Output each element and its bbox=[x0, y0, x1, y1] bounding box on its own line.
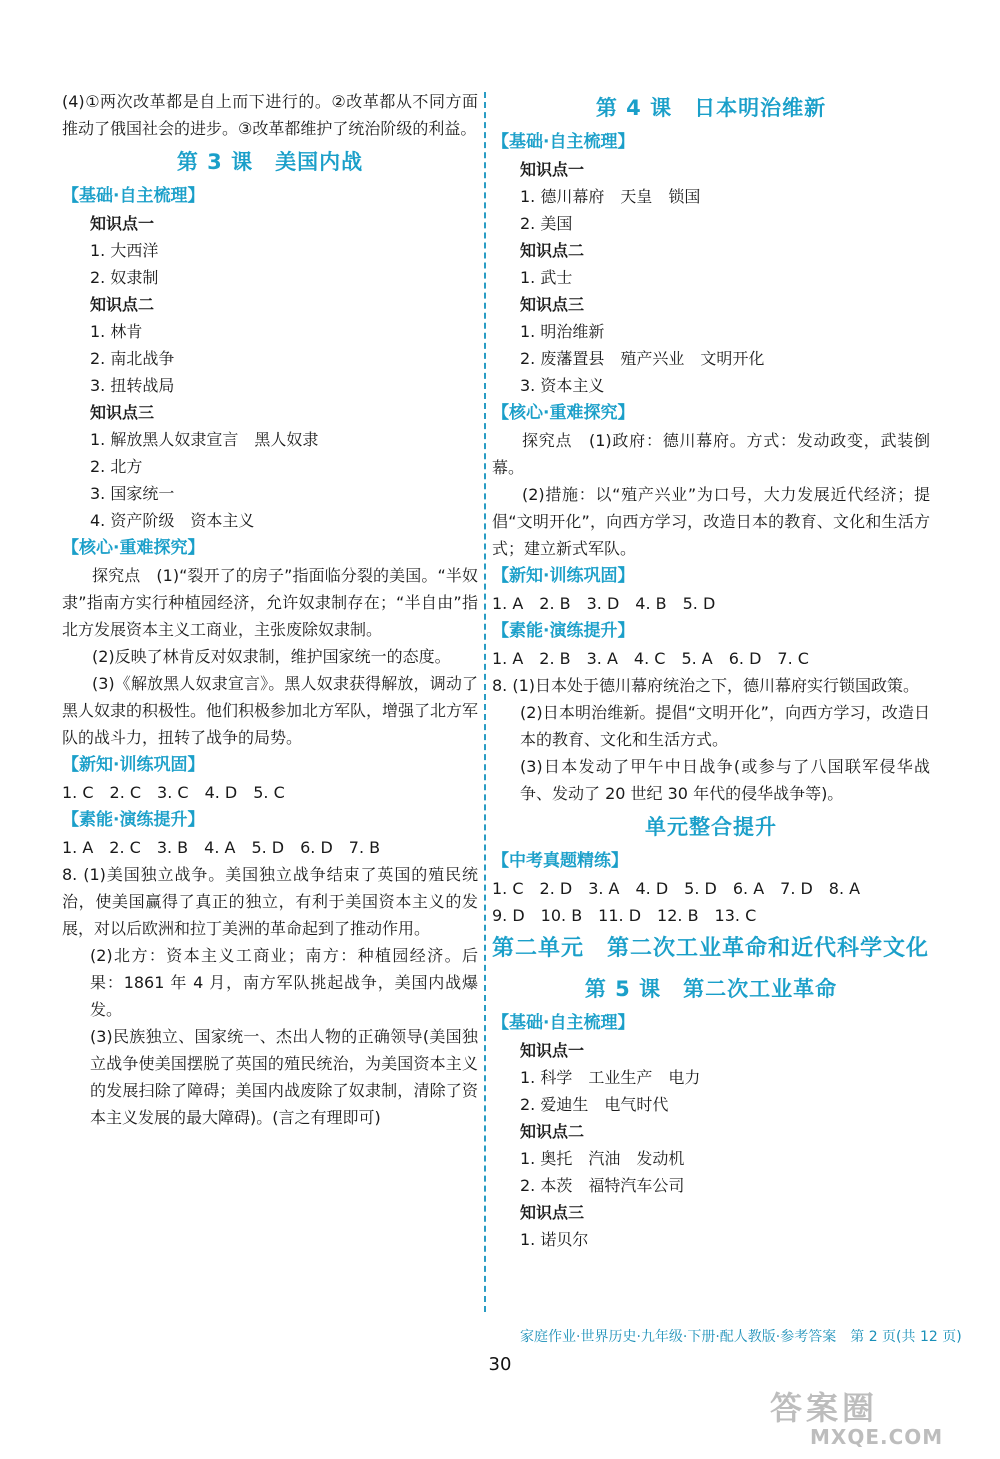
lesson-title: 第 3 课 美国内战 bbox=[176, 150, 364, 174]
answer-item: 3. 资本主义 bbox=[520, 376, 605, 395]
answer-item: 2. 美国 bbox=[520, 214, 573, 233]
lesson-title: 第 5 课 第二次工业革命 bbox=[584, 977, 838, 1001]
answer-key-row: 1. C 2. D 3. A 4. D 5. D 6. A 7. D 8. A bbox=[492, 879, 861, 898]
column-divider bbox=[484, 92, 486, 1312]
section-header: 【素能·演练提升】 bbox=[62, 810, 205, 830]
answer-key-row: 1. A 2. C 3. B 4. A 5. D 6. D 7. B bbox=[62, 838, 381, 857]
answer-paragraph: (3)民族独立、国家统一、杰出人物的正确领导(美国独立战争使美国摆脱了英国的殖民统治，为美国资本主义的发展扫除了障碍；美国内战废除了奴隶制，清除了资本主义发展的最大障碍)。(言之有理即可) bbox=[90, 1027, 478, 1127]
knowledge-point-heading: 知识点三 bbox=[520, 1203, 585, 1222]
unit-title: 第二单元 第二次工业革命和近代科学文化 bbox=[492, 936, 930, 961]
knowledge-point-heading: 知识点三 bbox=[520, 295, 585, 314]
answer-item: 1. 诺贝尔 bbox=[520, 1230, 589, 1249]
answer-item: 3. 扭转战局 bbox=[90, 376, 175, 395]
knowledge-point-heading: 知识点一 bbox=[520, 160, 585, 179]
section-header: 【基础·自主梳理】 bbox=[62, 186, 205, 206]
answer-paragraph: (2)反映了林肯反对奴隶制，维护国家统一的态度。 bbox=[92, 647, 451, 666]
answer-paragraph: (3)日本发动了甲午中日战争(或参与了八国联军侵华战争、发动了 20 世纪 30 年代的侵华战争等)。 bbox=[520, 757, 930, 803]
answer-key-row: 1. A 2. B 3. A 4. C 5. A 6. D 7. C bbox=[492, 649, 809, 668]
knowledge-point-heading: 知识点一 bbox=[90, 214, 155, 233]
answer-item: 1. 林肯 bbox=[90, 322, 143, 341]
section-header: 【新知·训练巩固】 bbox=[62, 755, 205, 775]
knowledge-point-heading: 知识点三 bbox=[90, 403, 155, 422]
answer-paragraph: (2)北方：资本主义工商业；南方：种植园经济。后果：1861 年 4 月，南方军队挑起战争，美国内战爆发。 bbox=[90, 946, 478, 1019]
watermark-main-text: 答案圈 bbox=[770, 1389, 879, 1427]
page-footer: 家庭作业·世界历史·九年级·下册·配人教版·参考答案 第 2 页(共 12 页) bbox=[520, 1329, 962, 1345]
answer-paragraph: 探究点 (1)政府：德川幕府。方式：发动政变，武装倒幕。 bbox=[492, 431, 930, 477]
lesson-title: 单元整合提升 bbox=[645, 815, 777, 839]
answer-item: 2. 本茨 福特汽车公司 bbox=[520, 1176, 685, 1195]
section-header: 【核心·重难探究】 bbox=[492, 403, 635, 423]
lesson-title: 第 4 课 日本明治维新 bbox=[595, 96, 827, 120]
section-header: 【素能·演练提升】 bbox=[492, 621, 635, 641]
answer-key-row: 9. D 10. B 11. D 12. B 13. C bbox=[492, 906, 757, 925]
left-column bbox=[62, 88, 478, 1131]
answer-item: 4. 资产阶级 资本主义 bbox=[90, 511, 255, 530]
knowledge-point-heading: 知识点二 bbox=[520, 241, 585, 260]
answer-item: 2. 奴隶制 bbox=[90, 268, 159, 287]
answer-paragraph: 探究点 (1)“裂开了的房子”指面临分裂的美国。“半奴隶”指南方实行种植园经济，允许奴隶制存在；“半自由”指北方发展资本主义工商业，主张废除奴隶制。 bbox=[62, 566, 478, 639]
answer-item: 1. 科学 工业生产 电力 bbox=[520, 1068, 701, 1087]
section-header: 【中考真题精练】 bbox=[492, 851, 628, 871]
answer-paragraph: 8. (1)日本处于德川幕府统治之下，德川幕府实行锁国政策。 bbox=[492, 676, 920, 695]
knowledge-point-heading: 知识点二 bbox=[520, 1122, 585, 1141]
knowledge-point-heading: 知识点二 bbox=[90, 295, 155, 314]
answer-paragraph: (3)《解放黑人奴隶宣言》。黑人奴隶获得解放，调动了黑人奴隶的积极性。他们积极参加北方军队，增强了北方军队的战斗力，扭转了战争的局势。 bbox=[62, 674, 479, 747]
watermark-logo bbox=[770, 1390, 970, 1450]
right-column bbox=[492, 88, 930, 1253]
answer-item: 2. 北方 bbox=[90, 457, 143, 476]
answer-item: 1. 德川幕府 天皇 锁国 bbox=[520, 187, 701, 206]
answer-paragraph: 8. (1)美国独立战争。美国独立战争结束了英国的殖民统治，使美国赢得了真正的独立，有利于美国资本主义的发展，对以后欧洲和拉丁美洲的革命起到了推动作用。 bbox=[62, 865, 478, 938]
answer-item: 1. 解放黑人奴隶宣言 黑人奴隶 bbox=[90, 430, 319, 449]
page-number: 30 bbox=[488, 1354, 512, 1375]
watermark-url-text: MXQE.COM bbox=[810, 1425, 944, 1449]
answer-paragraph: (2)日本明治维新。提倡“文明开化”，向西方学习，改造日本的教育、文化和生活方式。 bbox=[520, 703, 930, 749]
answer-item: 2. 爱迪生 电气时代 bbox=[520, 1095, 669, 1114]
answer-item: 1. 大西洋 bbox=[90, 241, 159, 260]
answer-key-row: 1. C 2. C 3. C 4. D 5. C bbox=[62, 783, 285, 802]
answer-key-row: 1. A 2. B 3. D 4. B 5. D bbox=[492, 594, 716, 613]
answer-item: 3. 国家统一 bbox=[90, 484, 175, 503]
answer-item: 2. 废藩置县 殖产兴业 文明开化 bbox=[520, 349, 765, 368]
answer-item: 1. 明治维新 bbox=[520, 322, 605, 341]
answer-item: 1. 武士 bbox=[520, 268, 573, 287]
section-header: 【基础·自主梳理】 bbox=[492, 132, 635, 152]
answer-paragraph: (4)①两次改革都是自上而下进行的。②改革都从不同方面推动了俄国社会的进步。③改革都维护了统治阶级的利益。 bbox=[62, 92, 478, 138]
section-header: 【新知·训练巩固】 bbox=[492, 566, 635, 586]
section-header: 【核心·重难探究】 bbox=[62, 538, 205, 558]
knowledge-point-heading: 知识点一 bbox=[520, 1041, 585, 1060]
answer-item: 2. 南北战争 bbox=[90, 349, 175, 368]
answer-item: 1. 奥托 汽油 发动机 bbox=[520, 1149, 685, 1168]
section-header: 【基础·自主梳理】 bbox=[492, 1013, 635, 1033]
answer-paragraph: (2)措施：以“殖产兴业”为口号，大力发展近代经济；提倡“文明开化”，向西方学习，改造日本的教育、文化和生活方式；建立新式军队。 bbox=[492, 485, 930, 558]
